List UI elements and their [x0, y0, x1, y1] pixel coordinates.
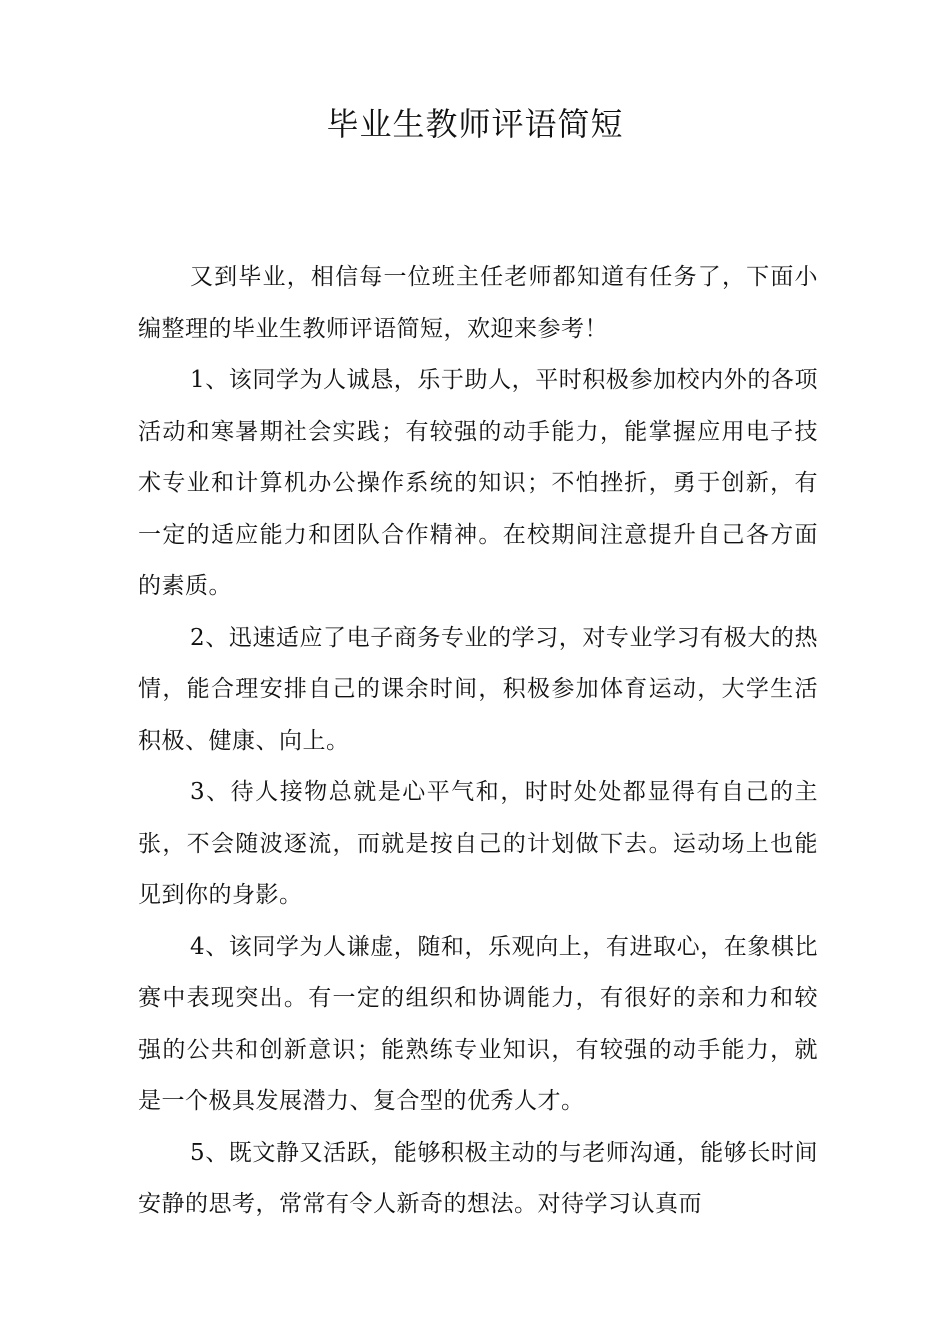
comment-paragraph-1: 1、该同学为人诚恳，乐于助人，平时积极参加校内外的各项活动和寒暑期社会实践；有较强的动手能力，能掌握应用电子技术专业和计算机办公操作系统的知识；不怕挫折，勇于创新，有一定的适应能力和团队合作精神。在校期间注意提升自己各方面的素质。: [138, 367, 818, 599]
document-body: [138, 252, 818, 1231]
comment-paragraph-3: 3、待人接物总就是心平气和，时时处处都显得有自己的主张，不会随波逐流，而就是按自己的计划做下去。运动场上也能见到你的身影。: [138, 779, 818, 908]
comment-paragraph-5: 5、既文静又活跃，能够积极主动的与老师沟通，能够长时间安静的思考，常常有令人新奇的想法。对待学习认真而: [138, 1139, 818, 1217]
comment-paragraph-2: 2、迅速适应了电子商务专业的学习，对专业学习有极大的热情，能合理安排自己的课余时间，积极参加体育运动，大学生活积极、健康、向上。: [138, 624, 818, 754]
comment-paragraph-4: 4、该同学为人谦虚，随和，乐观向上，有进取心，在象棋比赛中表现突出。有一定的组织和协调能力，有很好的亲和力和较强的公共和创新意识；能熟练专业知识，有较强的动手能力，就是一个极具发展潜力、复合型的优秀人才。: [138, 933, 818, 1114]
intro-paragraph: 又到毕业，相信每一位班主任老师都知道有任务了，下面小编整理的毕业生教师评语简短，欢迎来参考！: [138, 264, 818, 342]
document-title: 毕业生教师评语简短: [326, 105, 624, 143]
